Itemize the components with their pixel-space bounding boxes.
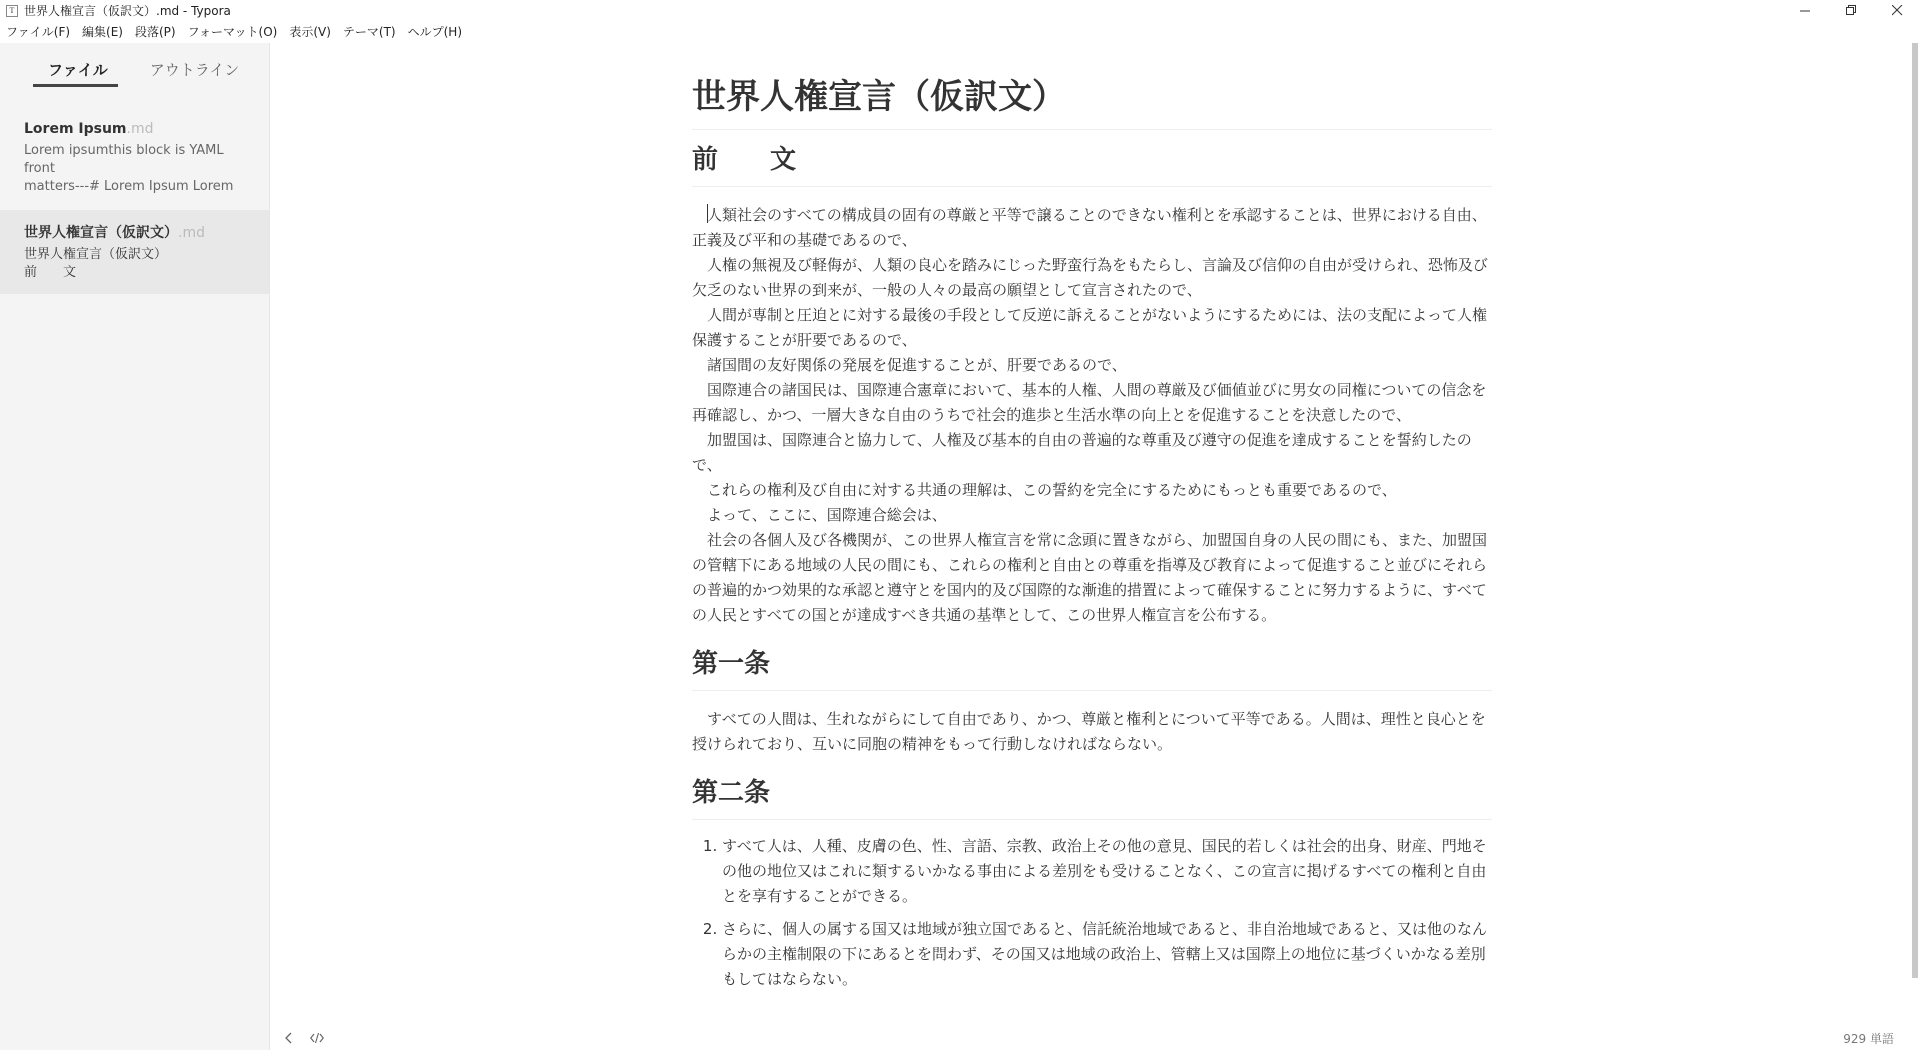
window-controls bbox=[1782, 0, 1920, 21]
minimize-button[interactable] bbox=[1782, 0, 1828, 21]
minimize-icon bbox=[1800, 5, 1811, 16]
preamble-line: 社会の各個人及び各機関が、この世界人権宣言を常に念頭に置きながら、加盟国自身の人民の間にも、また、加盟国の管轄下にある地域の人民の間にも、これらの権利と自由との尊重を指導及び教育によって促進すること並びにそれらの普遍的かつ効果的な承認と遵守とを国内的及び国際的な漸進的措置によって確保することに努力するように、すべての人民とすべての国とが達成すべき共通の基準として、この世界人権宣言を公布する。 bbox=[692, 531, 1488, 624]
chevron-left-icon bbox=[285, 1032, 293, 1044]
window-title: 世界人権宣言（仮訳文）.md - Typora bbox=[24, 4, 231, 18]
preamble-line: 人間が専制と圧迫とに対する最後の手段として反逆に訴えることがないようにするためには、法の支配によって人権保護することが肝要であるので、 bbox=[692, 306, 1488, 349]
code-icon bbox=[310, 1032, 324, 1044]
preamble-line: 人類社会のすべての構成員の固有の尊厳と平等で譲ることのできない権利とを承認することは、世界における自由、正義及び平和の基礎であるので、 bbox=[692, 206, 1487, 249]
file-item-udhr[interactable] bbox=[0, 210, 269, 294]
menu-bar bbox=[0, 21, 1920, 43]
tab-outline[interactable]: アウトライン bbox=[149, 61, 240, 79]
article-1-text: すべての人間は、生れながらにして自由であり、かつ、尊厳と権利とについて平等である。人間は、理性と良心とを授けられており、互いに同胞の精神をもって行動しなければならない。 bbox=[692, 710, 1486, 753]
preamble-line: 諸国間の友好関係の発展を促進することが、肝要であるので、 bbox=[707, 356, 1127, 374]
restore-button[interactable] bbox=[1828, 0, 1874, 21]
file-item-lorem-ipsum[interactable] bbox=[0, 106, 269, 208]
preamble-line: 人権の無視及び軽侮が、人類の良心を踏みにじった野蛮行為をもたらし、言論及び信仰の自由が受けられ、恐怖及び欠乏のない世界の到来が、一般の人々の最高の願望として宣言されたので、 bbox=[692, 256, 1488, 299]
article-2-list[interactable] bbox=[692, 834, 1492, 992]
scrollbar-thumb[interactable] bbox=[1912, 43, 1918, 978]
sidebar bbox=[0, 43, 270, 1050]
file-item-ext: .md bbox=[178, 225, 205, 241]
editor-area[interactable] bbox=[271, 43, 1910, 1025]
typora-app-icon: T bbox=[6, 5, 18, 17]
preamble-line: よって、ここに、国際連合総会は、 bbox=[707, 506, 947, 524]
file-item-title bbox=[24, 224, 245, 242]
preamble-line: 加盟国は、国際連合と協力して、人権及び基本的自由の普遍的な尊重及び遵守の促進を達成することを誓約したので、 bbox=[692, 431, 1472, 474]
file-item-snippet: Lorem ipsumthis block is YAML front matters---# Lorem Ipsum Lorem bbox=[24, 143, 234, 194]
close-icon bbox=[1892, 5, 1903, 16]
menu-theme[interactable]: テーマ(T) bbox=[342, 25, 396, 39]
heading-article-1[interactable]: 第一条 bbox=[692, 646, 1492, 691]
article-1-paragraph[interactable] bbox=[692, 707, 1492, 757]
menu-format[interactable]: フォーマット(O) bbox=[187, 25, 278, 39]
tab-files[interactable]: ファイル bbox=[48, 61, 108, 79]
file-item-title bbox=[24, 120, 245, 138]
source-code-mode-button[interactable] bbox=[307, 1028, 327, 1048]
heading-article-2[interactable]: 第二条 bbox=[692, 775, 1492, 820]
document-title[interactable]: 世界人権宣言（仮訳文） bbox=[692, 75, 1492, 130]
file-item-snippet: 世界人権宣言（仮訳文） 前 文 bbox=[24, 247, 168, 280]
status-bar bbox=[271, 1025, 1920, 1050]
sidebar-tabs bbox=[0, 43, 269, 98]
menu-help[interactable]: ヘルプ(H) bbox=[407, 25, 462, 39]
preamble-line: これらの権利及び自由に対する共通の理解は、この誓約を完全にするためにもっとも重要であるので、 bbox=[707, 481, 1397, 499]
word-count[interactable]: 929 単語 bbox=[1843, 1032, 1894, 1046]
menu-edit[interactable]: 編集(E) bbox=[82, 25, 123, 39]
close-button[interactable] bbox=[1874, 0, 1920, 21]
restore-icon bbox=[1846, 5, 1857, 16]
file-item-name: Lorem Ipsum bbox=[24, 121, 127, 137]
toggle-sidebar-button[interactable] bbox=[279, 1028, 299, 1048]
active-tab-indicator bbox=[33, 84, 118, 87]
menu-file[interactable]: ファイル(F) bbox=[6, 25, 71, 39]
title-bar bbox=[0, 0, 1920, 21]
menu-paragraph[interactable]: 段落(P) bbox=[134, 25, 176, 39]
editor-scrollbar[interactable] bbox=[1910, 43, 1920, 983]
document-content[interactable] bbox=[692, 43, 1492, 1000]
menu-view[interactable]: 表示(V) bbox=[289, 25, 331, 39]
heading-preamble[interactable]: 前 文 bbox=[692, 142, 1492, 187]
file-item-name: 世界人権宣言（仮訳文） bbox=[24, 225, 178, 241]
list-item[interactable]: 1. すべて人は、人種、皮膚の色、性、言語、宗教、政治上その他の意見、国民的若しくは社会的出身、財産、門地その他の地位又はこれに類するいかなる事由による差別をも受けることなく、この宣言に掲げるすべての権利と自由とを享有することができる。 bbox=[722, 834, 1492, 909]
list-item[interactable]: 2. さらに、個人の属する国又は地域が独立国であると、信託統治地域であると、非自治地域であると、又は他のなんらかの主権制限の下にあるとを問わず、その国又は地域の政治上、管轄上又は国際上の地位に基づくいかなる差別もしてはならない。 bbox=[722, 917, 1492, 992]
file-item-ext: .md bbox=[126, 121, 154, 137]
preamble-paragraph[interactable] bbox=[692, 203, 1492, 628]
preamble-line: 国際連合の諸国民は、国際連合憲章において、基本的人権、人間の尊厳及び価値並びに男女の同権についての信念を再確認し、かつ、一層大きな自由のうちで社会的進歩と生活水準の向上とを促進することを決意したので、 bbox=[692, 381, 1487, 424]
